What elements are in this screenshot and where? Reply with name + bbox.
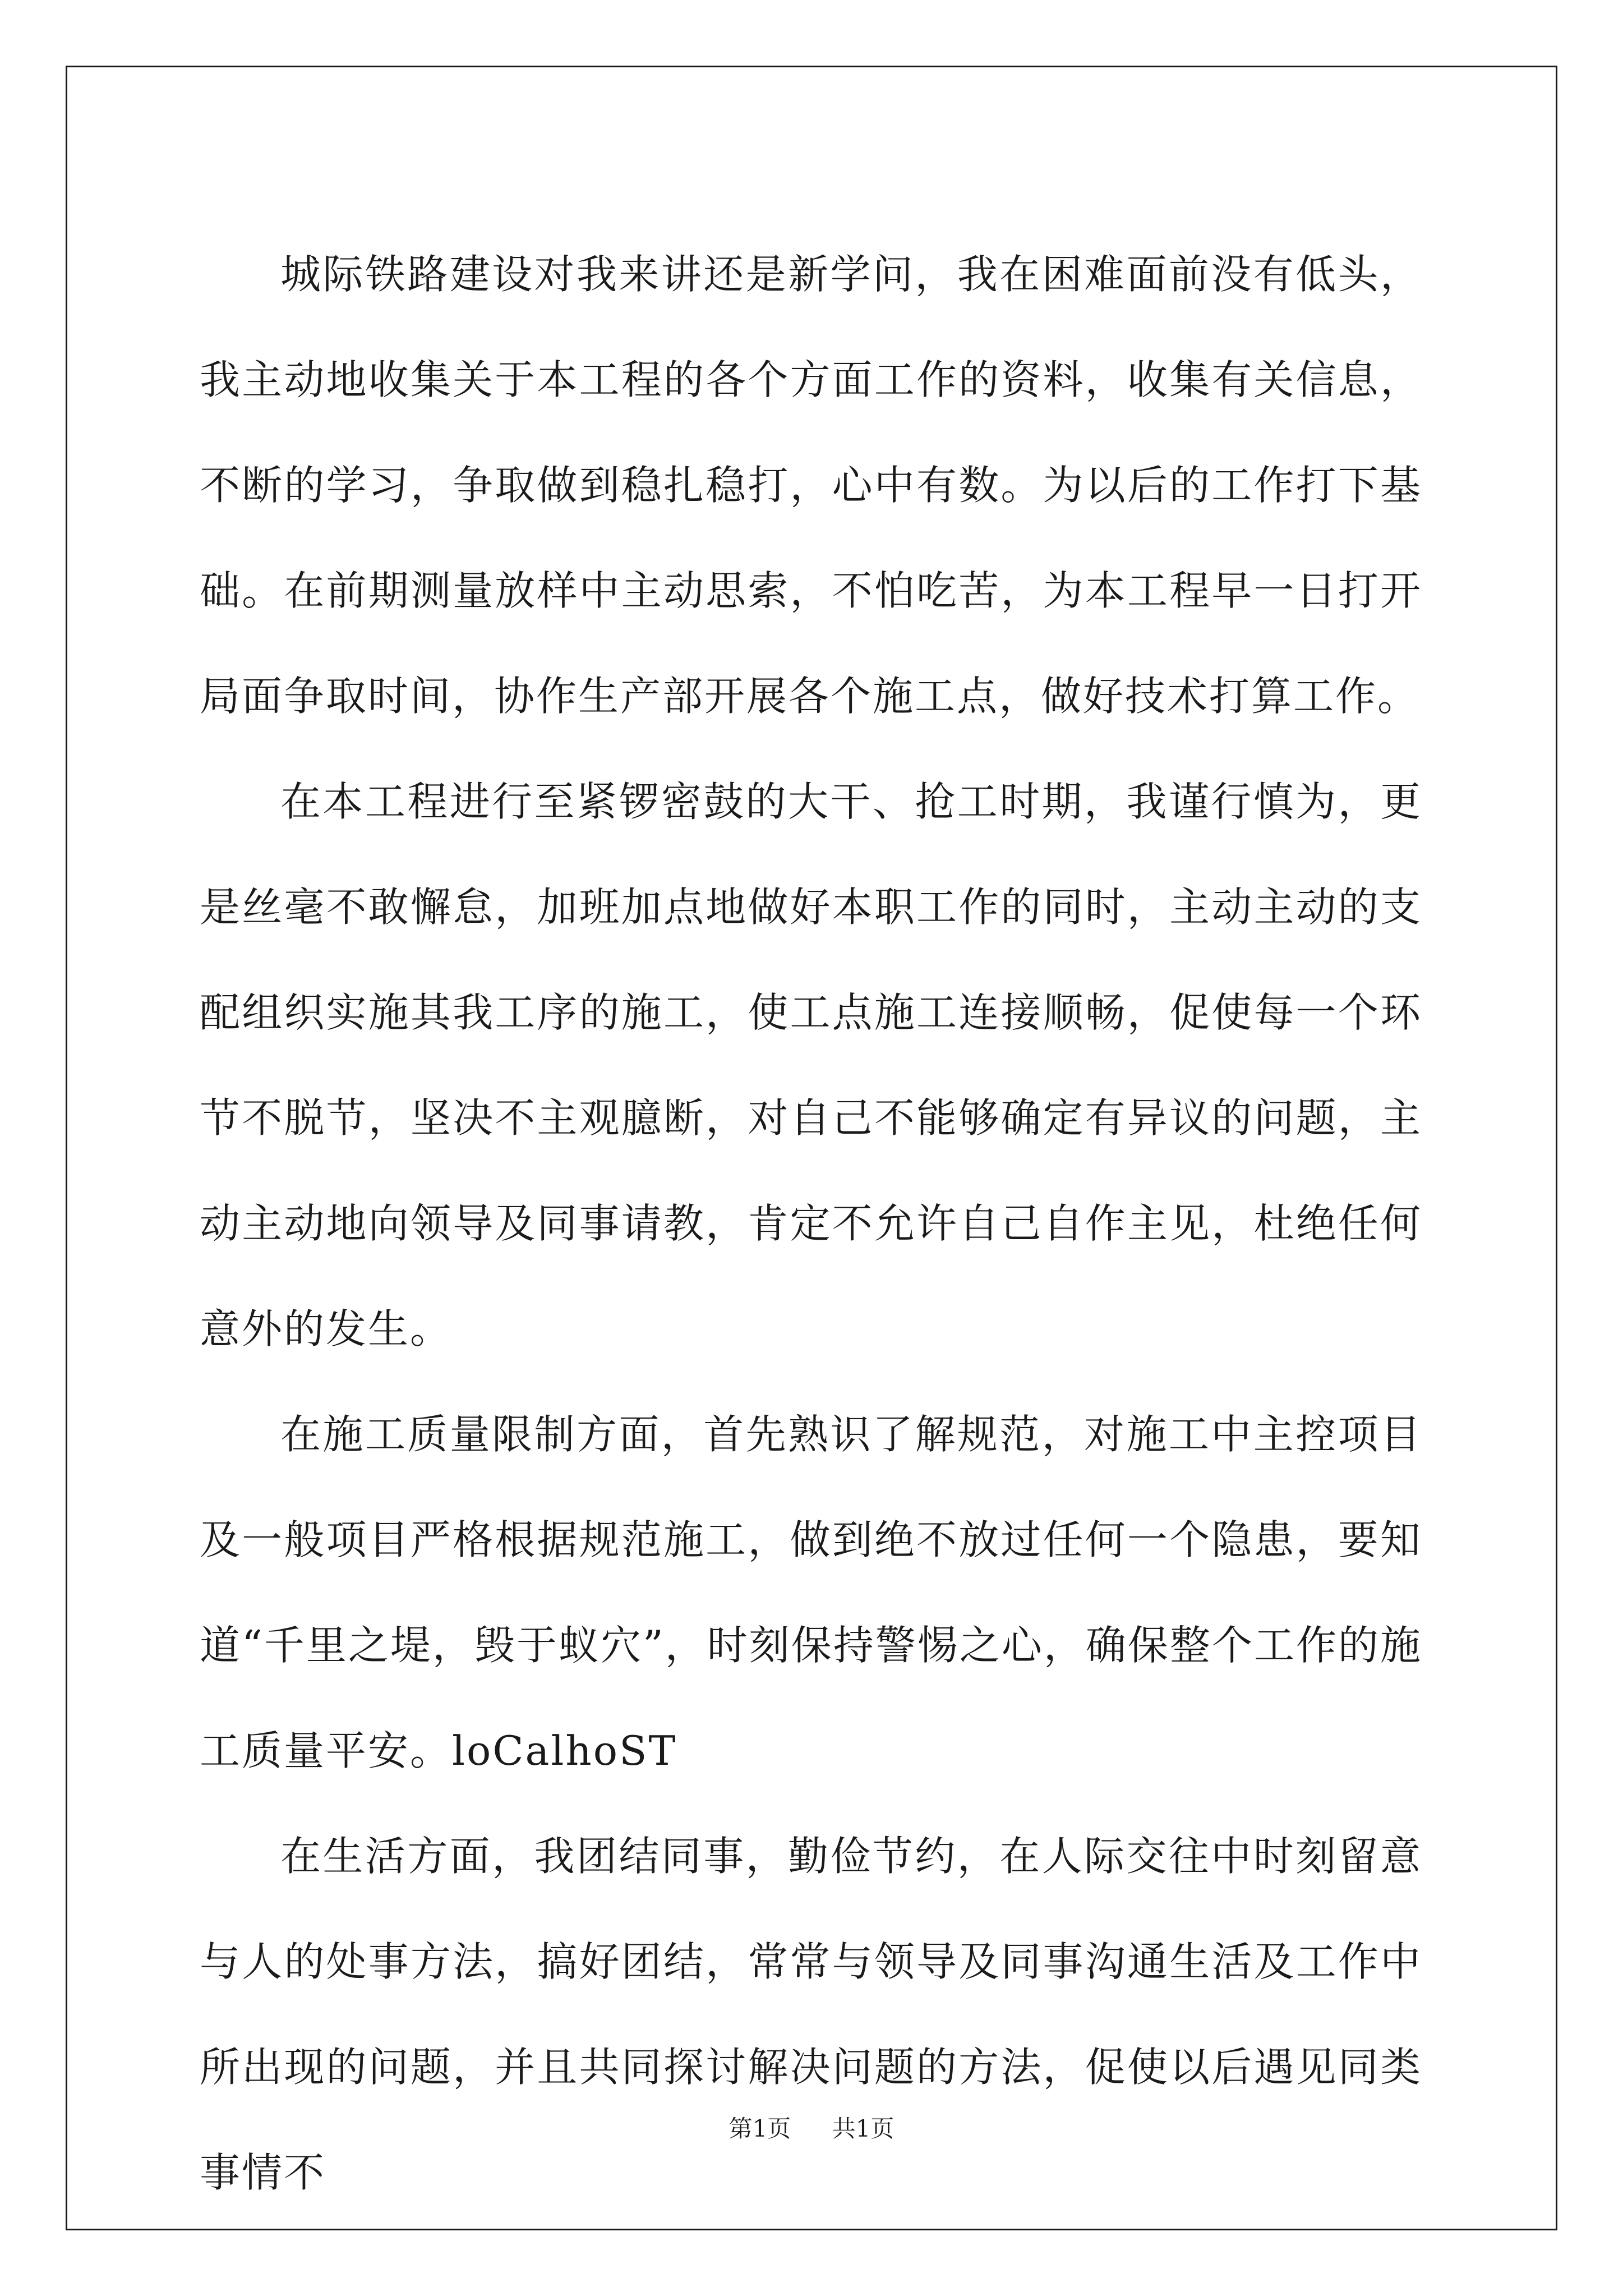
paragraph: 在本工程进行至紧锣密鼓的大干、抢工时期，我谨行慎为，更是丝毫不敢懈怠，加班加点地做好本职工作的同时，主动主动的支配组织实施其我工序的施工，使工点施工连接顺畅，促使每一个环节不脱节，坚决不主观臆断，对自己不能够确定有异议的问题，主动主动地向领导及同事请教，肯定不允许自己自作主见，杜绝任何意外的发生。: [200, 778, 1422, 1352]
document-body: [200, 222, 1422, 2225]
page-total: 共1页: [832, 2115, 895, 2142]
page-footer: [0, 2112, 1623, 2146]
page-number: 第1页: [728, 2115, 791, 2142]
paragraph: 在生活方面，我团结同事，勤俭节约，在人际交往中时刻留意与人的处事方法，搞好团结，常常与领导及同事沟通生活及工作中所出现的问题，并且共同探讨解决问题的方法，促使以后遇见同类事情不: [200, 1833, 1422, 2196]
paragraph: 在施工质量限制方面，首先熟识了解规范，对施工中主控项目及一般项目严格根据规范施工，做到绝不放过任何一个隐患，要知道“千里之堤，毁于蚁穴”，时刻保持警惕之心，确保整个工作的施工质量平安。loCalhoST: [200, 1411, 1422, 1774]
paragraph: 城际铁路建设对我来讲还是新学问，我在困难面前没有低头，我主动地收集关于本工程的各个方面工作的资料，收集有关信息，不断的学习，争取做到稳扎稳打，心中有数。为以后的工作打下基础。在前期测量放样中主动思索，不怕吃苦，为本工程早一日打开局面争取时间，协作生产部开展各个施工点，做好技术打算工作。: [200, 251, 1422, 720]
